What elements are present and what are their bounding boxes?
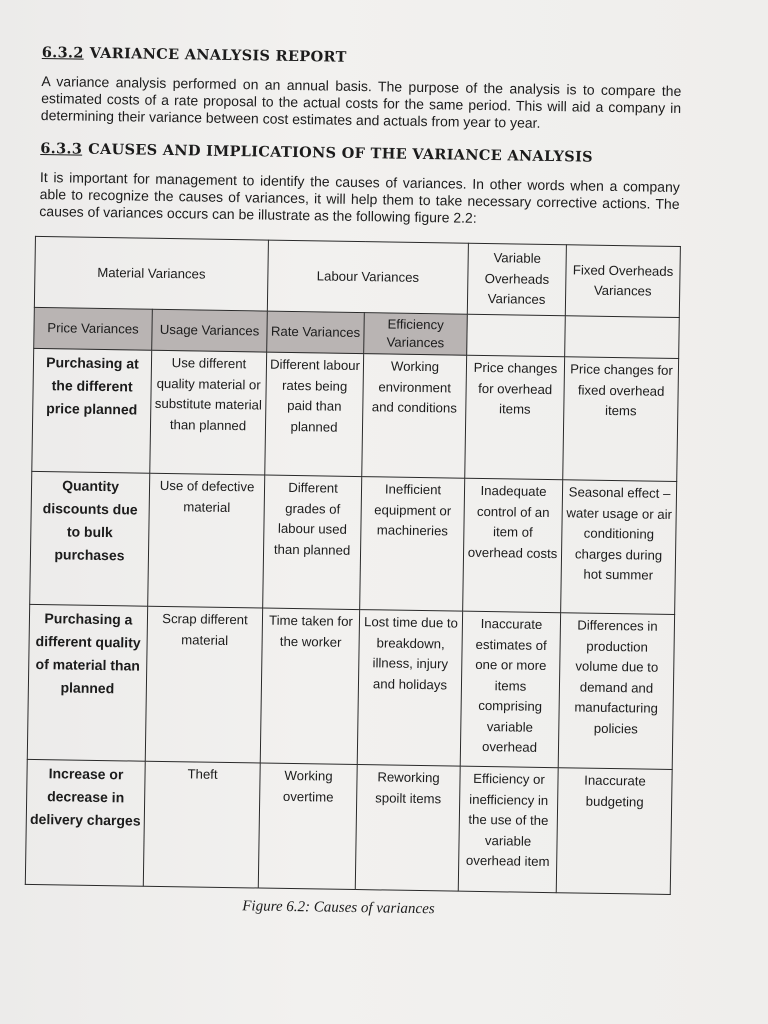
subheader-price-variances: Price Variances: [34, 307, 153, 350]
section-number: 6.3.3: [40, 139, 83, 158]
table-cell: Inefficient equipment or machineries: [360, 477, 465, 612]
table-cell: Use different quality material or substitute material than planned: [150, 350, 267, 475]
table-row: [25, 759, 672, 894]
table-cell: Time taken for the worker: [260, 608, 359, 765]
table-cell: Working environment and conditions: [362, 354, 467, 479]
table-cell: Inaccurate budgeting: [556, 768, 672, 895]
header-labour-variances: Labour Variances: [267, 240, 468, 314]
table-cell: Purchasing at the different price planned: [32, 348, 152, 473]
section-title: VARIANCE ANALYSIS REPORT: [89, 44, 347, 66]
subheader-efficiency-variances: Efficiency Variances: [364, 313, 468, 356]
subheader-blank: [467, 314, 566, 357]
figure-caption: Figure 6.2: Causes of variances: [242, 898, 435, 918]
table-cell: Working overtime: [258, 763, 357, 890]
table-header-row: [34, 236, 680, 317]
table-cell: Price changes for fixed overhead items: [563, 357, 679, 482]
header-fixed-overheads: Fixed Overheads Variances: [565, 245, 680, 318]
table-cell: Inadequate control of an item of overhead costs: [463, 478, 563, 613]
table-cell: Different labour rates being paid than planned: [265, 352, 364, 477]
subheader-usage-variances: Usage Variances: [152, 309, 268, 352]
table-cell: Increase or decrease in delivery charges: [25, 759, 145, 886]
table-row: [32, 348, 679, 481]
table-cell: Inaccurate estimates of one or more items comprising variable overhead: [460, 611, 560, 768]
section-heading-632: [42, 44, 682, 71]
paragraph-variance-report: A variance analysis performed on an annual basis. The purpose of the analysis is to compare the estimated costs of a rate proposal to the actual costs for the same period. This will aid a company in determining their variance between cost estimates and actuals from year to year.: [40, 72, 682, 131]
table-cell: Reworking spoilt items: [355, 765, 460, 892]
paragraph-causes: It is important for management to identify the causes of variances. In other words when a company able to recognize the causes of variances, it will help them to take necessary corrective actions. The causes of variances occurs can be illustrate as the following figure 2.2:: [39, 168, 680, 226]
header-variable-overheads: Variable Overheads Variances: [467, 243, 566, 316]
header-material-variances: Material Variances: [34, 236, 268, 311]
table-cell: Quantity discounts due to bulk purchases: [30, 471, 150, 606]
table-cell: Lost time due to breakdown, illness, injury and holidays: [357, 610, 462, 767]
subheader-rate-variances: Rate Variances: [267, 311, 365, 354]
table-cell: Theft: [143, 761, 260, 888]
table-row: [27, 604, 674, 769]
subheader-blank: [565, 316, 680, 359]
section-number: 6.3.2: [41, 44, 84, 62]
table-cell: Purchasing a different quality of material than planned: [27, 604, 147, 761]
table-cell: Price changes for overhead items: [465, 355, 565, 480]
table-row: [30, 471, 677, 614]
table-cell: Efficiency or inefficiency in the use of the variable overhead item: [458, 766, 558, 893]
table-cell: Differences in production volume due to demand and manufacturing policies: [558, 613, 674, 770]
table-cell: Scrap different material: [145, 606, 262, 763]
causes-of-variances-table: [25, 236, 681, 895]
table-cell: Use of defective material: [148, 473, 265, 608]
page-content: [28, 44, 682, 922]
table-cell: Seasonal effect – water usage or air conditioning charges during hot summer: [561, 480, 677, 615]
table-cell: Different grades of labour used than planned: [263, 475, 362, 610]
section-title: CAUSES AND IMPLICATIONS OF THE VARIANCE ANALYSIS: [88, 140, 594, 166]
section-heading-633: [40, 140, 680, 167]
